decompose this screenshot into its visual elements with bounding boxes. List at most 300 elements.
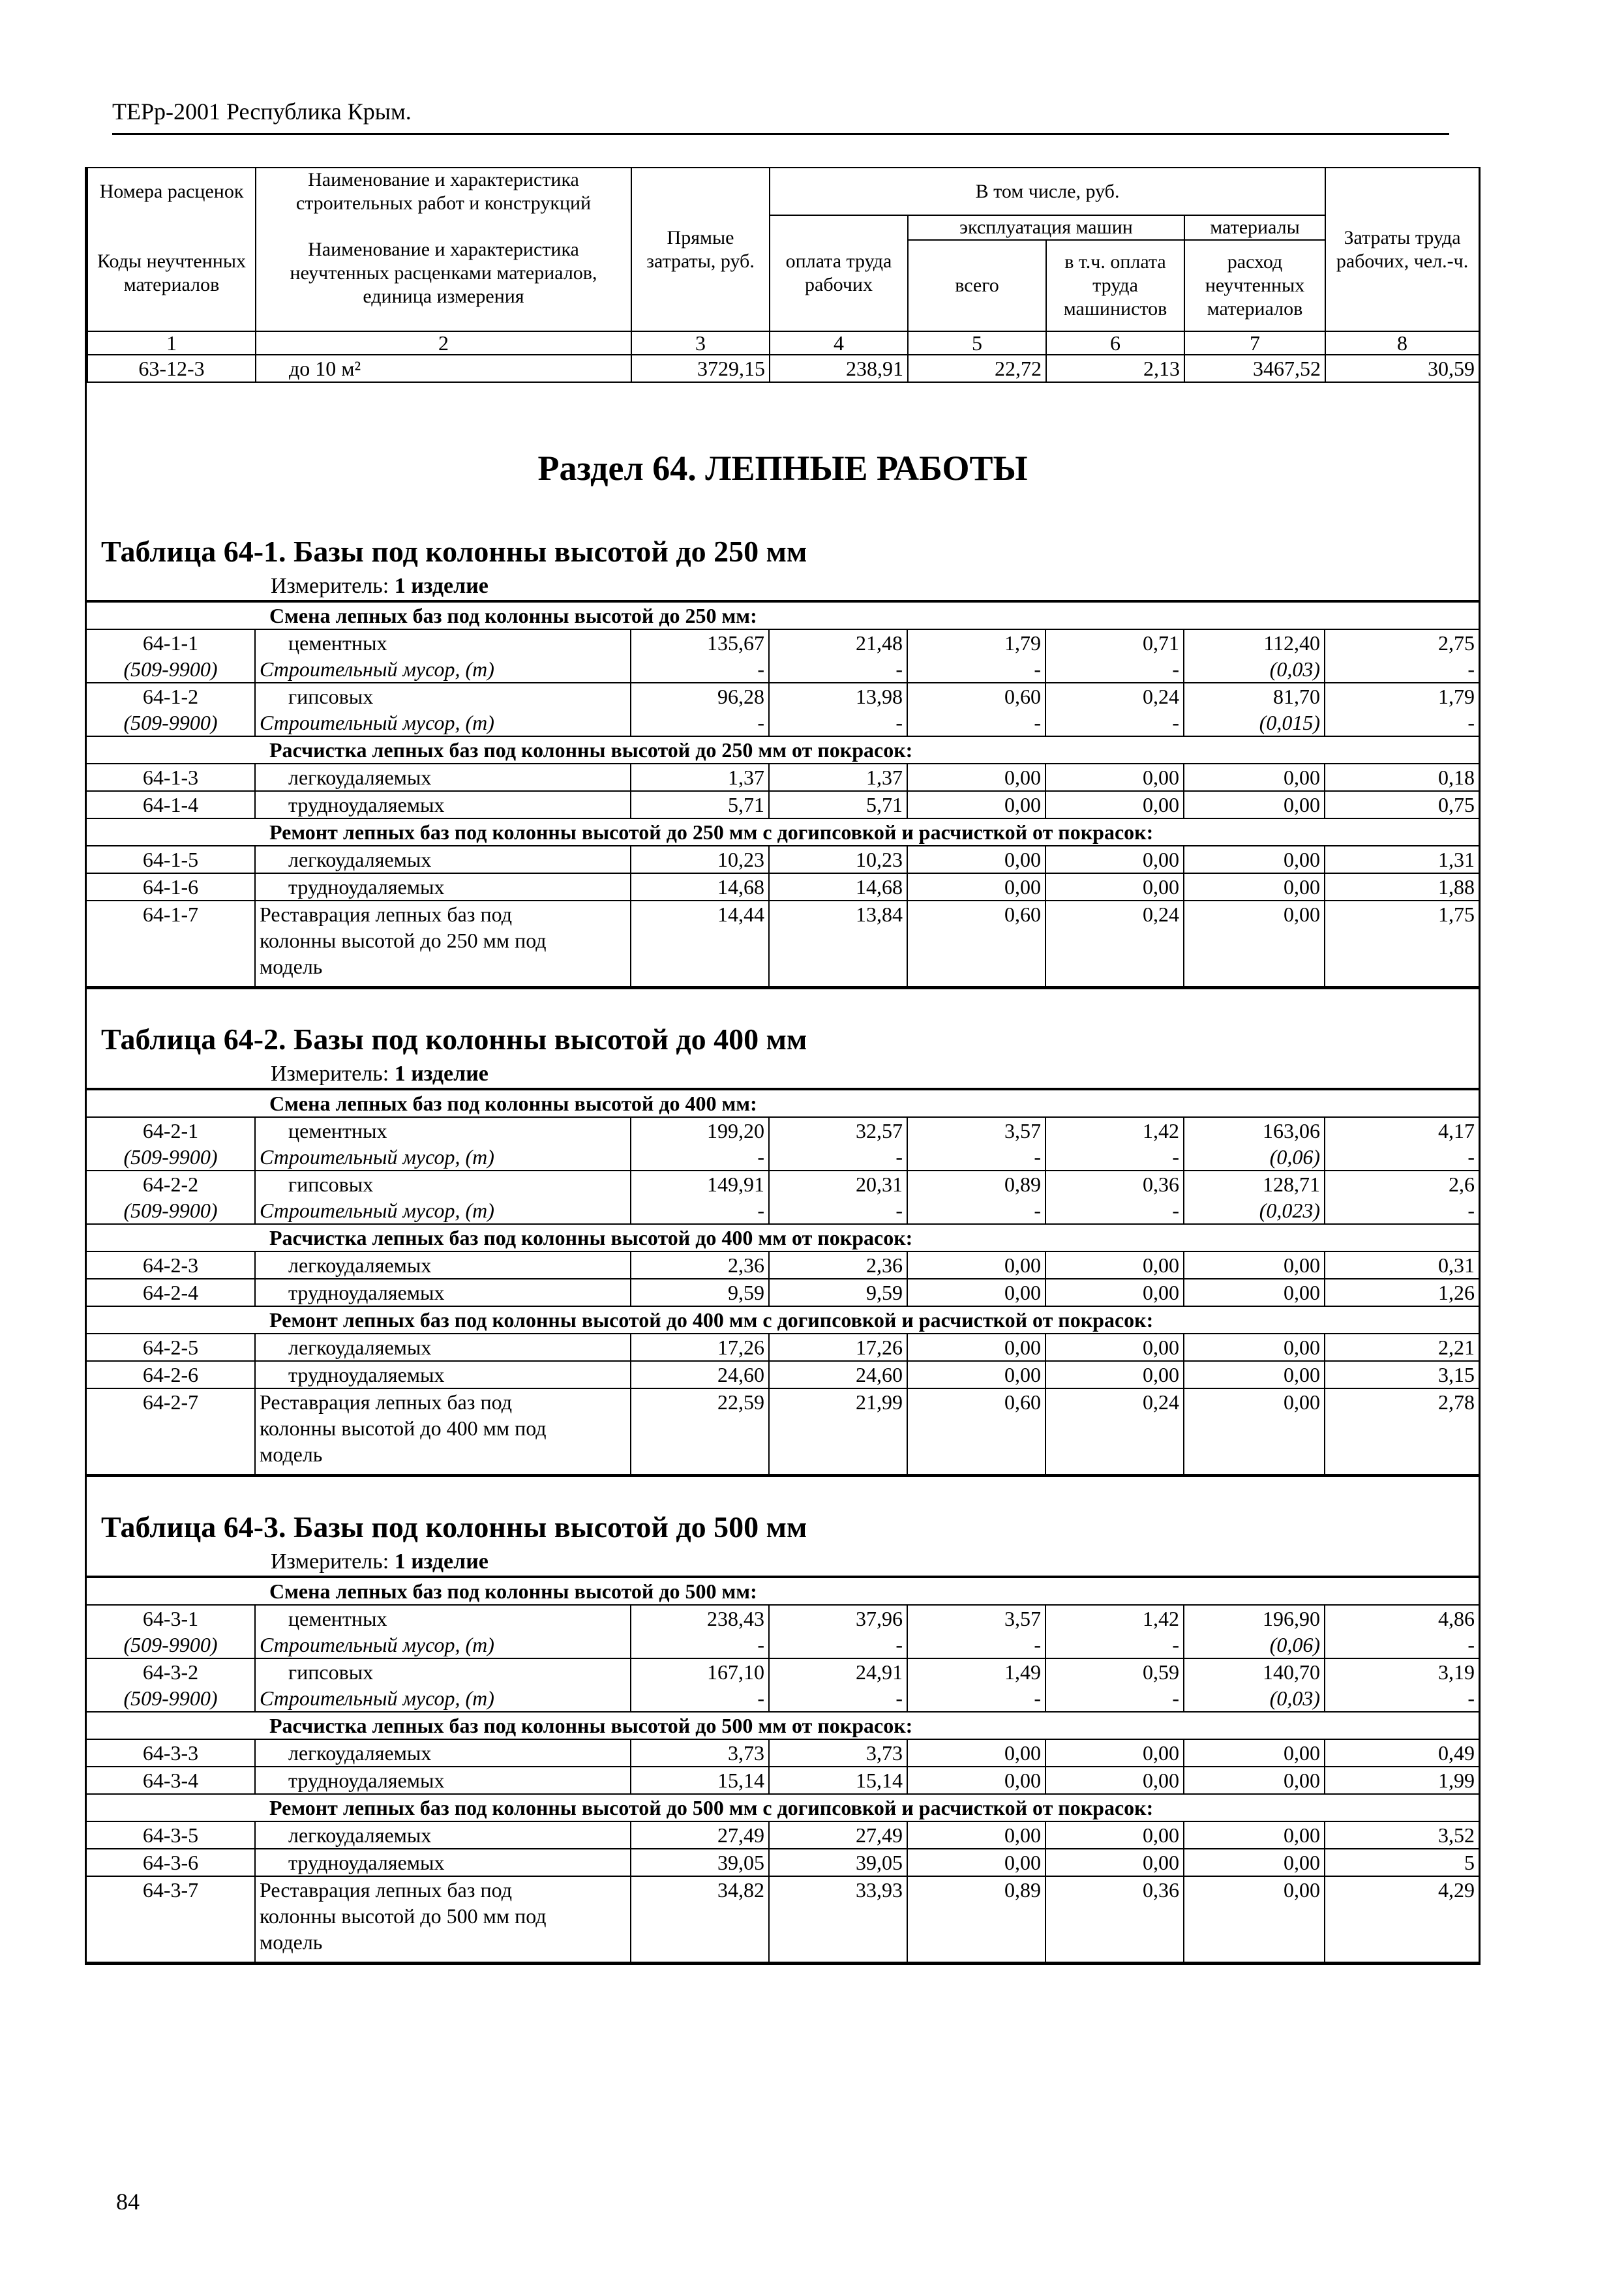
col-materials: материалы [1184,215,1325,240]
dash: - [631,1632,769,1658]
machinist-pay: 0,24 [1045,901,1184,987]
table-row [87,1658,1479,1685]
rate-code: 63-12-3 [87,355,256,382]
rates-table [87,1577,1479,1963]
dash: - [907,710,1045,736]
labor-hours: 2,6 [1325,1171,1479,1197]
labor-hours: 0,75 [1325,791,1479,818]
dash: - [769,1685,907,1712]
machines-total: 22,72 [908,355,1046,382]
materials-cost: 0,00 [1184,846,1325,873]
dash: - [769,710,907,736]
machines-total: 0,00 [907,1739,1045,1767]
rate-code: 64-2-4 [87,1279,255,1306]
dash: - [1045,656,1184,683]
direct-cost: 14,68 [631,873,769,901]
labor-pay: 20,31 [769,1171,907,1197]
material-consumption: (0,06) [1184,1632,1325,1658]
rate-name-line: Реставрация лепных баз под [260,903,512,926]
col-including: В том числе, руб. [770,168,1325,215]
col-index: 6 [1046,331,1184,355]
machinist-pay: 0,00 [1045,1251,1184,1279]
labor-hours: 1,26 [1325,1279,1479,1306]
labor-pay: 27,49 [769,1821,907,1849]
labor-pay: 37,96 [769,1605,907,1632]
col-index: 3 [631,331,770,355]
rate-code: 64-1-6 [87,873,255,901]
rate-name-line: Реставрация лепных баз под [260,1390,512,1414]
table-row [87,1849,1479,1876]
machinist-pay: 1,42 [1045,1117,1184,1144]
labor-hours: 1,88 [1325,873,1479,901]
machinist-pay: 0,00 [1045,1279,1184,1306]
machinist-pay: 0,36 [1045,1876,1184,1962]
direct-cost: 135,67 [631,629,769,656]
col-index: 4 [770,331,908,355]
labor-pay: 33,93 [769,1876,907,1962]
machines-total: 0,89 [907,1171,1045,1197]
material-code: (509-9900) [87,656,255,683]
labor-hours: 0,49 [1325,1739,1479,1767]
labor-hours: 0,18 [1325,764,1479,791]
materials-cost: 0,00 [1184,1279,1325,1306]
machines-total: 3,57 [907,1605,1045,1632]
machinist-pay: 0,00 [1045,1821,1184,1849]
measure-value: 1 изделие [394,1062,489,1086]
group-heading: Расчистка лепных баз под колонны высотой до 500 мм от покрасок: [87,1712,1479,1739]
machines-total: 1,79 [907,629,1045,656]
table-row [87,1117,1479,1144]
machines-total: 0,00 [907,791,1045,818]
direct-cost: 199,20 [631,1117,769,1144]
col-labor: Затраты труда рабочих, чел.-ч. [1325,168,1479,331]
materials-cost: 0,00 [1184,1876,1325,1962]
rate-table [87,1503,1479,1965]
material-name: Строительный мусор, (т) [255,1632,631,1658]
materials-cost: 163,06 [1184,1117,1325,1144]
dash: - [769,1144,907,1171]
dash: - [1325,656,1479,683]
material-row [87,1144,1479,1171]
labor-hours: 2,21 [1325,1334,1479,1361]
table-row [87,764,1479,791]
dash: - [769,1197,907,1224]
rate-code: 64-1-3 [87,764,255,791]
material-consumption: (0,023) [1184,1197,1325,1224]
measure-value: 1 изделие [394,1549,489,1574]
col-name-sub: Наименование и характеристика неучтенных расценками материалов, единица измерения [256,215,631,331]
material-name: Строительный мусор, (т) [255,1197,631,1224]
table-row [87,1279,1479,1306]
material-name: Строительный мусор, (т) [255,710,631,736]
labor-pay: 13,84 [769,901,907,987]
rate-code: 64-1-2 [87,683,255,710]
materials-cost: 140,70 [1184,1658,1325,1685]
rate-name: легкоудаляемых [255,1739,631,1767]
labor-pay: 32,57 [769,1117,907,1144]
rate-name: до 10 м² [256,355,631,382]
labor-hours: 1,75 [1325,901,1479,987]
dash: - [1325,1144,1479,1171]
machinist-pay: 0,24 [1045,1388,1184,1474]
rate-name: гипсовых [255,683,631,710]
rate-name: цементных [255,1605,631,1632]
machinist-pay: 0,00 [1045,873,1184,901]
dash: - [907,1144,1045,1171]
rate-name-line: колонны высотой до 400 мм под [260,1416,547,1440]
machines-total: 0,60 [907,901,1045,987]
direct-cost: 17,26 [631,1334,769,1361]
measure-line [87,574,1479,600]
col-index: 2 [256,331,631,355]
rate-name: гипсовых [255,1658,631,1685]
rate-name: цементных [255,1117,631,1144]
rate-code: 64-3-1 [87,1605,255,1632]
material-row [87,656,1479,683]
materials-cost: 0,00 [1184,1361,1325,1388]
rate-table [87,528,1479,1015]
rate-name: гипсовых [255,1171,631,1197]
rate-name: цементных [255,629,631,656]
material-code: (509-9900) [87,710,255,736]
labor-pay: 3,73 [769,1739,907,1767]
table-row [87,873,1479,901]
table-row [87,1334,1479,1361]
col-incl-machinist: в т.ч. оплата труда машинистов [1046,240,1184,331]
labor-pay: 24,91 [769,1658,907,1685]
labor-hours: 0,31 [1325,1251,1479,1279]
labor-pay: 21,48 [769,629,907,656]
direct-cost: 27,49 [631,1821,769,1849]
table-title: Таблица 64-2. Базы под колонны высотой до 400 мм [101,1023,807,1056]
group-heading: Смена лепных баз под колонны высотой до 400 мм: [87,1090,1479,1117]
group-heading: Ремонт лепных баз под колонны высотой до 400 мм с догипсовкой и расчисткой от покрасок: [87,1306,1479,1334]
group-heading: Расчистка лепных баз под колонны высотой до 400 мм от покрасок: [87,1224,1479,1251]
document-body [85,167,1481,1965]
dash: - [1045,1197,1184,1224]
page-header-title: ТЕРр-2001 Республика Крым. [112,98,412,125]
dash: - [631,710,769,736]
material-name: Строительный мусор, (т) [255,1144,631,1171]
dash: - [907,1685,1045,1712]
direct-cost: 167,10 [631,1658,769,1685]
machinist-pay: 1,42 [1045,1605,1184,1632]
material-consumption: (0,015) [1184,710,1325,736]
direct-cost: 15,14 [631,1767,769,1794]
machines-total: 0,89 [907,1876,1045,1962]
rate-name [255,901,631,987]
materials-cost: 0,00 [1184,1388,1325,1474]
table-row [87,1821,1479,1849]
materials-cost: 0,00 [1184,1767,1325,1794]
direct-cost: 3,73 [631,1739,769,1767]
rate-code: 64-2-7 [87,1388,255,1474]
group-heading: Ремонт лепных баз под колонны высотой до 250 мм с догипсовкой и расчисткой от покрасок: [87,818,1479,846]
rate-name-line: колонны высотой до 500 мм под [260,1904,547,1928]
col-codes: Коды неучтенных материалов [87,215,256,331]
table-row [87,1361,1479,1388]
measure-label: Измеритель: [271,1549,389,1574]
material-row [87,1197,1479,1224]
dash: - [907,656,1045,683]
dash: - [1045,1632,1184,1658]
rate-name-line: модель [260,955,323,978]
measure-line [87,1062,1479,1088]
labor-pay: 1,37 [769,764,907,791]
dash: - [631,656,769,683]
table-row [87,1171,1479,1197]
machinist-pay: 0,71 [1045,629,1184,656]
column-header-table [87,167,1480,383]
labor-pay: 2,36 [769,1251,907,1279]
labor-pay: 10,23 [769,846,907,873]
col-index: 8 [1325,331,1479,355]
materials-cost: 0,00 [1184,764,1325,791]
machinist-pay: 0,00 [1045,1334,1184,1361]
machinist-pay: 0,00 [1045,1767,1184,1794]
labor-pay: 39,05 [769,1849,907,1876]
labor-hours: 1,99 [1325,1767,1479,1794]
measure-line [87,1549,1479,1576]
rate-name: легкоудаляемых [255,1251,631,1279]
table-row [87,846,1479,873]
materials-cost: 0,00 [1184,791,1325,818]
rate-name [255,1876,631,1962]
materials-cost: 3467,52 [1184,355,1325,382]
rate-code: 64-3-4 [87,1767,255,1794]
group-heading: Ремонт лепных баз под колонны высотой до 500 мм с догипсовкой и расчисткой от покрасок: [87,1794,1479,1821]
rate-code: 64-3-3 [87,1739,255,1767]
dash: - [1325,1197,1479,1224]
materials-cost: 196,90 [1184,1605,1325,1632]
direct-cost: 14,44 [631,901,769,987]
measure-value: 1 изделие [394,574,489,598]
materials-cost: 128,71 [1184,1171,1325,1197]
rates-table [87,601,1479,987]
machines-total: 0,00 [907,1279,1045,1306]
labor-pay: 17,26 [769,1334,907,1361]
dash: - [769,1632,907,1658]
dash: - [907,1197,1045,1224]
labor-pay: 238,91 [770,355,908,382]
rate-name: легкоудаляемых [255,1334,631,1361]
material-code: (509-9900) [87,1197,255,1224]
material-code: (509-9900) [87,1632,255,1658]
dash: - [769,656,907,683]
table-row [87,1739,1479,1767]
col-materials-sub: расход неучтенных материалов [1184,240,1325,331]
labor-hours: 4,86 [1325,1605,1479,1632]
material-consumption: (0,06) [1184,1144,1325,1171]
labor-hours: 1,79 [1325,683,1479,710]
table-row [87,1767,1479,1794]
col-labor-pay: оплата труда рабочих [770,215,908,331]
section-title: Раздел 64. ЛЕПНЫЕ РАБОТЫ [537,449,1028,488]
labor-pay: 21,99 [769,1388,907,1474]
machines-total: 1,49 [907,1658,1045,1685]
labor-hours: 4,29 [1325,1876,1479,1962]
col-index: 5 [908,331,1046,355]
material-row [87,710,1479,736]
table-row [87,901,1479,987]
rate-code: 64-1-7 [87,901,255,987]
labor-hours: 3,19 [1325,1658,1479,1685]
labor-hours: 3,52 [1325,1821,1479,1849]
rate-name: трудноудаляемых [255,1361,631,1388]
machinist-pay: 0,24 [1045,683,1184,710]
direct-cost: 22,59 [631,1388,769,1474]
direct-cost: 34,82 [631,1876,769,1962]
labor-pay: 9,59 [769,1279,907,1306]
col-machines: эксплуатация машин [908,215,1184,240]
machinist-pay: 2,13 [1046,355,1184,382]
machines-total: 0,00 [907,1821,1045,1849]
direct-cost: 2,36 [631,1251,769,1279]
dash: - [1045,1685,1184,1712]
rate-code: 64-3-7 [87,1876,255,1962]
table-title: Таблица 64-3. Базы под колонны высотой до 500 мм [101,1510,807,1544]
header-rule [112,133,1449,135]
dash: - [631,1685,769,1712]
labor-hours: 30,59 [1325,355,1479,382]
page-number: 84 [116,2189,140,2215]
table-row [87,1251,1479,1279]
dash: - [631,1197,769,1224]
col-name: Наименование и характеристика строительных работ и конструкций [256,168,631,215]
col-index: 1 [87,331,256,355]
rate-name [255,1388,631,1474]
rate-code: 64-2-2 [87,1171,255,1197]
rate-code: 64-2-5 [87,1334,255,1361]
group-heading: Смена лепных баз под колонны высотой до 500 мм: [87,1578,1479,1605]
dash: - [907,1632,1045,1658]
material-consumption: (0,03) [1184,656,1325,683]
rate-code: 64-2-3 [87,1251,255,1279]
direct-cost: 5,71 [631,791,769,818]
dash: - [1325,1632,1479,1658]
rate-name: трудноудаляемых [255,791,631,818]
measure-label: Измеритель: [271,1062,389,1086]
rate-table [87,1015,1479,1503]
machines-total: 0,00 [907,764,1045,791]
dash: - [1045,710,1184,736]
labor-hours: 4,17 [1325,1117,1479,1144]
materials-cost: 0,00 [1184,1849,1325,1876]
machinist-pay: 0,00 [1045,846,1184,873]
machinist-pay: 0,59 [1045,1658,1184,1685]
machinist-pay: 0,00 [1045,764,1184,791]
labor-hours: 3,15 [1325,1361,1479,1388]
materials-cost: 0,00 [1184,1251,1325,1279]
table-row [87,629,1479,656]
machines-total: 0,00 [907,1251,1045,1279]
rate-code: 64-2-1 [87,1117,255,1144]
rate-name: трудноудаляемых [255,873,631,901]
materials-cost: 112,40 [1184,629,1325,656]
labor-hours: 5 [1325,1849,1479,1876]
material-row [87,1685,1479,1712]
dash: - [631,1144,769,1171]
direct-cost: 39,05 [631,1849,769,1876]
material-row [87,1632,1479,1658]
col-direct: Прямые затраты, руб. [631,168,770,331]
labor-pay: 15,14 [769,1767,907,1794]
direct-cost: 24,60 [631,1361,769,1388]
col-total: всего [908,240,1046,331]
rate-name: трудноудаляемых [255,1279,631,1306]
machinist-pay: 0,00 [1045,1849,1184,1876]
labor-pay: 5,71 [769,791,907,818]
labor-pay: 24,60 [769,1361,907,1388]
dash: - [1045,1144,1184,1171]
rate-name: легкоудаляемых [255,846,631,873]
rate-name: легкоудаляемых [255,1821,631,1849]
table-title: Таблица 64-1. Базы под колонны высотой до 250 мм [101,535,807,568]
rate-code: 64-1-4 [87,791,255,818]
machines-total: 0,00 [907,1767,1045,1794]
machines-total: 0,60 [907,1388,1045,1474]
direct-cost: 3729,15 [631,355,770,382]
dash: - [1325,1685,1479,1712]
table-row [87,1605,1479,1632]
rates-table [87,1089,1479,1475]
rate-code: 64-1-5 [87,846,255,873]
machines-total: 0,00 [907,1361,1045,1388]
labor-pay: 14,68 [769,873,907,901]
table-row [87,683,1479,710]
rate-code: 64-2-6 [87,1361,255,1388]
table-row [87,1876,1479,1962]
material-name: Строительный мусор, (т) [255,1685,631,1712]
table-row [87,791,1479,818]
rate-name: трудноудаляемых [255,1767,631,1794]
labor-hours: 2,75 [1325,629,1479,656]
machines-total: 0,00 [907,846,1045,873]
rate-name: трудноудаляемых [255,1849,631,1876]
rate-code: 64-3-2 [87,1658,255,1685]
group-heading: Расчистка лепных баз под колонны высотой до 250 мм от покрасок: [87,736,1479,764]
rate-code: 64-1-1 [87,629,255,656]
materials-cost: 0,00 [1184,873,1325,901]
rate-name-line: модель [260,1930,323,1954]
machines-total: 0,00 [907,873,1045,901]
rate-code: 64-3-5 [87,1821,255,1849]
table-row [87,355,1479,382]
material-consumption: (0,03) [1184,1685,1325,1712]
direct-cost: 96,28 [631,683,769,710]
rate-name-line: колонны высотой до 250 мм под [260,929,547,952]
materials-cost: 0,00 [1184,1739,1325,1767]
machines-total: 0,00 [907,1334,1045,1361]
machinist-pay: 0,00 [1045,1739,1184,1767]
direct-cost: 238,43 [631,1605,769,1632]
labor-hours: 2,78 [1325,1388,1479,1474]
labor-hours: 1,31 [1325,846,1479,873]
direct-cost: 9,59 [631,1279,769,1306]
dash: - [1325,710,1479,736]
materials-cost: 0,00 [1184,1821,1325,1849]
rate-code: 64-3-6 [87,1849,255,1876]
machinist-pay: 0,00 [1045,791,1184,818]
material-code: (509-9900) [87,1685,255,1712]
direct-cost: 10,23 [631,846,769,873]
rate-name-line: Реставрация лепных баз под [260,1878,512,1902]
material-code: (509-9900) [87,1144,255,1171]
labor-pay: 13,98 [769,683,907,710]
rate-name: легкоудаляемых [255,764,631,791]
rate-name-line: модель [260,1443,323,1466]
table-row [87,1388,1479,1474]
